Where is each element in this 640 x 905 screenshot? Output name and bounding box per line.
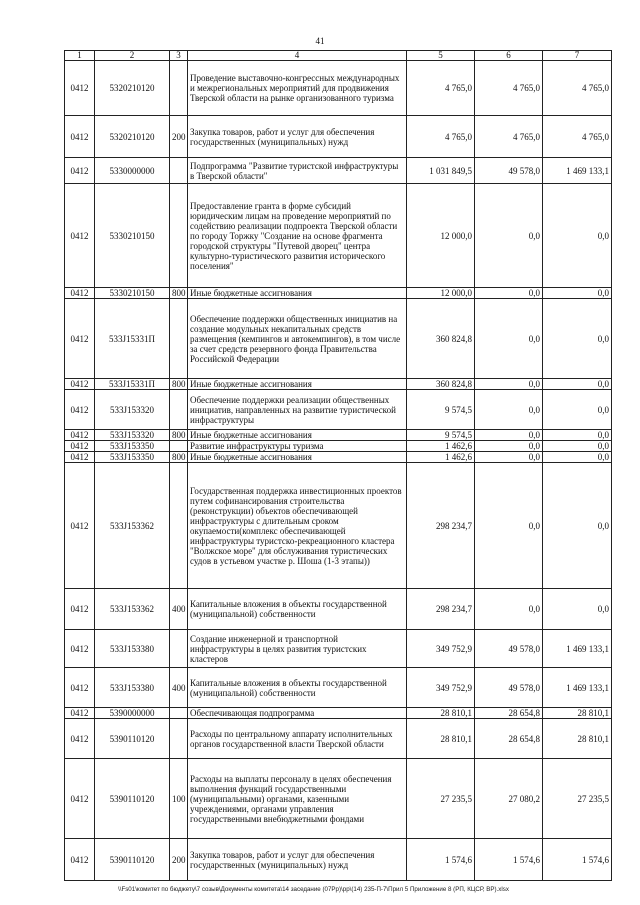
amount-cell-2: 0,0 [475, 441, 543, 452]
amount-cell-3: 0,0 [543, 379, 612, 390]
column-header: 6 [475, 51, 543, 61]
name-cell: Иные бюджетные ассигнования [188, 379, 407, 390]
name-cell: Иные бюджетные ассигнования [188, 452, 407, 463]
amount-cell-2: 49 578,0 [475, 630, 543, 668]
section-cell: 0412 [65, 441, 95, 452]
section-cell: 0412 [65, 184, 95, 288]
column-header: 4 [188, 51, 407, 61]
amount-cell-1: 9 574,5 [407, 390, 475, 430]
name-cell: Подпрограмма "Развитие туристской инфраструктуры в Тверской области" [188, 158, 407, 184]
expense-type-cell [170, 299, 188, 379]
expense-type-cell: 200 [170, 839, 188, 881]
code-cell: 533J153380 [95, 630, 170, 668]
code-cell: 533J153320 [95, 430, 170, 441]
amount-cell-2: 0,0 [475, 589, 543, 630]
amount-cell-2: 28 654,8 [475, 708, 543, 719]
amount-cell-2: 4 765,0 [475, 116, 543, 158]
section-cell: 0412 [65, 719, 95, 759]
amount-cell-2: 0,0 [475, 390, 543, 430]
expense-type-cell: 400 [170, 668, 188, 708]
table-row [65, 379, 612, 390]
amount-cell-3: 0,0 [543, 441, 612, 452]
expense-type-cell: 400 [170, 589, 188, 630]
code-cell: 533J15331П [95, 379, 170, 390]
amount-cell-3: 28 810,1 [543, 708, 612, 719]
amount-cell-2: 49 578,0 [475, 668, 543, 708]
amount-cell-3: 0,0 [543, 184, 612, 288]
name-cell: Проведение выставочно-конгрессных международных и межрегиональных мероприятий для продвижения Тверской области на рынке организованного туризма [188, 61, 407, 116]
amount-cell-3: 0,0 [543, 390, 612, 430]
table-row [65, 441, 612, 452]
expense-type-cell: 100 [170, 759, 188, 839]
table-row [65, 299, 612, 379]
section-cell: 0412 [65, 390, 95, 430]
section-cell: 0412 [65, 288, 95, 299]
section-cell: 0412 [65, 61, 95, 116]
amount-cell-1: 1 574,6 [407, 839, 475, 881]
table-row [65, 668, 612, 708]
amount-cell-1: 4 765,0 [407, 61, 475, 116]
table-row [65, 158, 612, 184]
code-cell: 533J153380 [95, 668, 170, 708]
section-cell: 0412 [65, 759, 95, 839]
table-row [65, 116, 612, 158]
code-cell: 533J153362 [95, 463, 170, 589]
amount-cell-1: 298 234,7 [407, 589, 475, 630]
amount-cell-3: 1 469 133,1 [543, 158, 612, 184]
code-cell: 533J153350 [95, 452, 170, 463]
code-cell: 533J153320 [95, 390, 170, 430]
amount-cell-1: 12 000,0 [407, 184, 475, 288]
amount-cell-1: 9 574,5 [407, 430, 475, 441]
code-cell: 5390110120 [95, 759, 170, 839]
expense-type-cell: 200 [170, 116, 188, 158]
section-cell: 0412 [65, 116, 95, 158]
amount-cell-3: 1 574,6 [543, 839, 612, 881]
file-path-footer: \\Fs01\комитет по бюджету\7 созыв\Документы комитета\14 заседание (07Рр)\рр\(14) 235-П-7\Прил 5 Приложение 8 (РП, КЦСР, ВР).xlsx [118, 886, 509, 893]
table-row [65, 708, 612, 719]
amount-cell-3: 4 765,0 [543, 116, 612, 158]
section-cell: 0412 [65, 299, 95, 379]
name-cell: Предоставление гранта в форме субсидий юридическим лицам на проведение мероприятий по содействию реализации подпроекта Тверской области по городу Торжку "Создание на основе фрагмента городской структуры "Путевой дворец" центра культурно-туристического развития исторического поселения" [188, 184, 407, 288]
column-header: 1 [65, 51, 95, 61]
amount-cell-3: 27 235,5 [543, 759, 612, 839]
amount-cell-2: 1 574,6 [475, 839, 543, 881]
expense-type-cell: 800 [170, 452, 188, 463]
section-cell: 0412 [65, 452, 95, 463]
name-cell: Развитие инфраструктуры туризма [188, 441, 407, 452]
column-header: 5 [407, 51, 475, 61]
amount-cell-1: 28 810,1 [407, 708, 475, 719]
expense-type-cell [170, 463, 188, 589]
amount-cell-3: 28 810,1 [543, 719, 612, 759]
code-cell: 5330210150 [95, 288, 170, 299]
amount-cell-3: 4 765,0 [543, 61, 612, 116]
amount-cell-2: 0,0 [475, 452, 543, 463]
code-cell: 5320210120 [95, 61, 170, 116]
amount-cell-1: 360 824,8 [407, 299, 475, 379]
code-cell: 533J15331П [95, 299, 170, 379]
expense-type-cell [170, 390, 188, 430]
amount-cell-2: 28 654,8 [475, 719, 543, 759]
name-cell: Государственная поддержка инвестиционных проектов путем софинансирования строительства (реконструкции) объектов обеспечивающей инфраструктуры с длительным сроком окупаемости(комплекс обеспечивающей инфраструктуры туристско-рекреационного кластера "Волжское море" для обслуживания туристических судов в устьевом участке р. Шоша (1-3 этапы)) [188, 463, 407, 589]
table-row [65, 589, 612, 630]
name-cell: Создание инженерной и транспортной инфраструктуры в целях развития туристских кластеров [188, 630, 407, 668]
amount-cell-2: 0,0 [475, 463, 543, 589]
name-cell: Обеспечение поддержки реализации общественных инициатив, направленных на развитие туристической инфраструктуры [188, 390, 407, 430]
expense-type-cell [170, 61, 188, 116]
amount-cell-3: 0,0 [543, 299, 612, 379]
name-cell: Расходы на выплаты персоналу в целях обеспечения выполнения функций государственными (муниципальными) органами, казенными учреждениями, органами управления государственными внебюджетными фондами [188, 759, 407, 839]
code-cell: 533J153350 [95, 441, 170, 452]
expense-type-cell [170, 441, 188, 452]
name-cell: Закупка товаров, работ и услуг для обеспечения государственных (муниципальных) нужд [188, 839, 407, 881]
name-cell: Капитальные вложения в объекты государственной (муниципальной) собственности [188, 668, 407, 708]
amount-cell-2: 0,0 [475, 379, 543, 390]
amount-cell-3: 1 469 133,1 [543, 630, 612, 668]
expense-type-cell: 800 [170, 430, 188, 441]
amount-cell-2: 0,0 [475, 299, 543, 379]
amount-cell-3: 0,0 [543, 288, 612, 299]
name-cell: Закупка товаров, работ и услуг для обеспечения государственных (муниципальных) нужд [188, 116, 407, 158]
name-cell: Капитальные вложения в объекты государственной (муниципальной) собственности [188, 589, 407, 630]
table-row [65, 390, 612, 430]
section-cell: 0412 [65, 708, 95, 719]
amount-cell-3: 1 469 133,1 [543, 668, 612, 708]
expense-type-cell [170, 719, 188, 759]
section-cell: 0412 [65, 589, 95, 630]
expense-type-cell [170, 158, 188, 184]
amount-cell-2: 0,0 [475, 430, 543, 441]
expense-type-cell [170, 184, 188, 288]
name-cell: Обеспечение поддержки общественных инициатив на создание модульных некапитальных средств размещения (кемпингов и автокемпингов), в том числе за счет средств резервного фонда Правительства Российской Федерации [188, 299, 407, 379]
name-cell: Обеспечивающая подпрограмма [188, 708, 407, 719]
table-row [65, 184, 612, 288]
section-cell: 0412 [65, 630, 95, 668]
expense-type-cell: 800 [170, 288, 188, 299]
section-cell: 0412 [65, 379, 95, 390]
section-cell: 0412 [65, 430, 95, 441]
table-row [65, 719, 612, 759]
code-cell: 5390110120 [95, 839, 170, 881]
code-cell: 5320210120 [95, 116, 170, 158]
section-cell: 0412 [65, 463, 95, 589]
amount-cell-1: 1 462,6 [407, 441, 475, 452]
column-header: 3 [170, 51, 188, 61]
name-cell: Иные бюджетные ассигнования [188, 430, 407, 441]
column-header: 2 [95, 51, 170, 61]
expense-type-cell [170, 708, 188, 719]
table-row [65, 839, 612, 881]
table-row [65, 463, 612, 589]
table-row [65, 430, 612, 441]
table-row [65, 630, 612, 668]
section-cell: 0412 [65, 668, 95, 708]
column-number-row [65, 51, 612, 61]
code-cell: 533J153362 [95, 589, 170, 630]
expense-type-cell [170, 630, 188, 668]
section-cell: 0412 [65, 839, 95, 881]
page-number: 41 [315, 36, 325, 46]
table-row [65, 759, 612, 839]
amount-cell-2: 49 578,0 [475, 158, 543, 184]
amount-cell-3: 0,0 [543, 452, 612, 463]
amount-cell-3: 0,0 [543, 589, 612, 630]
amount-cell-1: 4 765,0 [407, 116, 475, 158]
table-row [65, 452, 612, 463]
amount-cell-2: 27 080,2 [475, 759, 543, 839]
table-row [65, 288, 612, 299]
amount-cell-1: 28 810,1 [407, 719, 475, 759]
section-cell: 0412 [65, 158, 95, 184]
name-cell: Расходы по центральному аппарату исполнительных органов государственной власти Тверской области [188, 719, 407, 759]
amount-cell-2: 0,0 [475, 288, 543, 299]
amount-cell-1: 360 824,8 [407, 379, 475, 390]
amount-cell-2: 4 765,0 [475, 61, 543, 116]
code-cell: 5330000000 [95, 158, 170, 184]
amount-cell-2: 0,0 [475, 184, 543, 288]
budget-table [64, 50, 612, 881]
amount-cell-1: 298 234,7 [407, 463, 475, 589]
amount-cell-1: 1 462,6 [407, 452, 475, 463]
code-cell: 5390000000 [95, 708, 170, 719]
expense-type-cell: 800 [170, 379, 188, 390]
amount-cell-1: 349 752,9 [407, 630, 475, 668]
table-row [65, 61, 612, 116]
amount-cell-3: 0,0 [543, 430, 612, 441]
amount-cell-1: 27 235,5 [407, 759, 475, 839]
name-cell: Иные бюджетные ассигнования [188, 288, 407, 299]
amount-cell-1: 1 031 849,5 [407, 158, 475, 184]
code-cell: 5330210150 [95, 184, 170, 288]
code-cell: 5390110120 [95, 719, 170, 759]
amount-cell-1: 12 000,0 [407, 288, 475, 299]
amount-cell-1: 349 752,9 [407, 668, 475, 708]
column-header: 7 [543, 51, 612, 61]
amount-cell-3: 0,0 [543, 463, 612, 589]
